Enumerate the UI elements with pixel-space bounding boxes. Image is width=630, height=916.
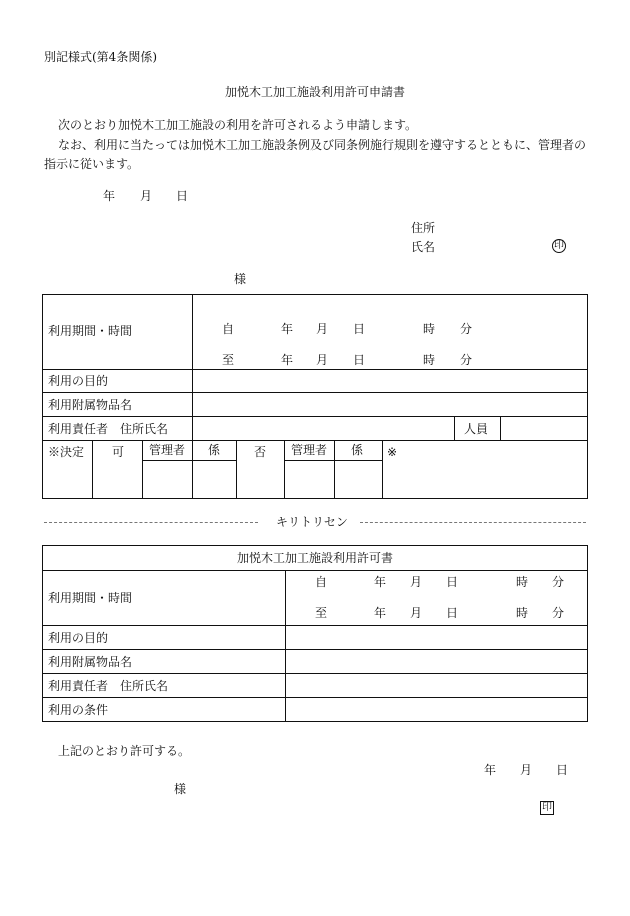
period-label: 利用期間・時間 xyxy=(48,324,133,338)
issuer-seal-mark: 印 xyxy=(542,802,552,813)
addressee-suffix: 様 xyxy=(234,272,247,286)
permit-from-hour: 時 xyxy=(516,575,529,589)
permit-conditions-label: 利用の条件 xyxy=(48,703,109,717)
permit-from-month: 月 xyxy=(410,575,423,589)
responsible-label: 利用責任者 住所氏名 xyxy=(48,422,169,436)
decision-approve: 可 xyxy=(112,445,125,459)
permit-from-year: 年 xyxy=(374,575,387,589)
intro-line-2: なお、利用に当たっては加悦木工加工施設条例及び同条例施行規則を遵守するとともに、管理者の xyxy=(58,138,587,152)
period-to-minute: 分 xyxy=(460,353,473,367)
applicant-address-label: 住所 xyxy=(411,221,436,235)
permit-to-year: 年 xyxy=(374,606,387,620)
period-to-label: 至 xyxy=(222,353,235,367)
period-to-hour: 時 xyxy=(423,353,436,367)
decision-label: ※決定 xyxy=(48,445,85,459)
period-from-label: 自 xyxy=(222,322,235,336)
purpose-label: 利用の目的 xyxy=(48,374,109,388)
period-from-year: 年 xyxy=(281,322,294,336)
permit-to-day: 日 xyxy=(446,606,459,620)
application-title: 加悦木工加工施設利用許可申請書 xyxy=(224,85,405,99)
application-date-day: 日 xyxy=(176,189,189,203)
note-mark: ※ xyxy=(387,445,398,459)
period-from-hour: 時 xyxy=(423,322,436,336)
period-from-minute: 分 xyxy=(460,322,473,336)
permit-responsible-label: 利用責任者 住所氏名 xyxy=(48,679,169,693)
deny-staff-label: 係 xyxy=(351,443,364,457)
deny-manager-label: 管理者 xyxy=(291,443,328,457)
cutline-dash-left xyxy=(44,522,258,523)
permit-statement: 上記のとおり許可する。 xyxy=(58,744,191,758)
permit-purpose-label: 利用の目的 xyxy=(48,631,109,645)
permit-equipment-label: 利用附属物品名 xyxy=(48,655,133,669)
period-from-day: 日 xyxy=(353,322,366,336)
approve-manager-label: 管理者 xyxy=(149,443,186,457)
permit-from-day: 日 xyxy=(446,575,459,589)
application-date-year: 年 xyxy=(103,189,116,203)
decision-deny: 否 xyxy=(254,445,267,459)
period-from-month: 月 xyxy=(316,322,329,336)
permit-from-label: 自 xyxy=(315,575,328,589)
permit-to-month: 月 xyxy=(410,606,423,620)
intro-line-3: 指示に従います。 xyxy=(44,157,140,171)
permit-from-minute: 分 xyxy=(552,575,565,589)
period-to-day: 日 xyxy=(353,353,366,367)
permit-to-label: 至 xyxy=(315,606,328,620)
permit-to-minute: 分 xyxy=(552,606,565,620)
approve-staff-label: 係 xyxy=(208,443,221,457)
form-reference: 別記様式(第4条関係) xyxy=(44,50,157,64)
applicant-seal-mark: 印 xyxy=(554,240,564,251)
permit-date-day: 日 xyxy=(556,763,569,777)
permit-addressee-suffix: 様 xyxy=(174,782,187,796)
period-to-year: 年 xyxy=(281,353,294,367)
cutline-dash-right xyxy=(360,522,586,523)
permit-date-year: 年 xyxy=(484,763,497,777)
equipment-label: 利用附属物品名 xyxy=(48,398,133,412)
permit-title: 加悦木工加工施設利用許可書 xyxy=(236,551,393,565)
intro-line-1: 次のとおり加悦木工加工施設の利用を許可されるよう申請します。 xyxy=(58,118,418,132)
permit-to-hour: 時 xyxy=(516,606,529,620)
cutline-label: キリトリセン xyxy=(276,515,348,529)
applicant-name-label: 氏名 xyxy=(411,240,436,254)
headcount-label: 人員 xyxy=(464,422,489,436)
permit-period-label: 利用期間・時間 xyxy=(48,591,133,605)
period-to-month: 月 xyxy=(316,353,329,367)
application-date-month: 月 xyxy=(140,189,153,203)
permit-date-month: 月 xyxy=(520,763,533,777)
